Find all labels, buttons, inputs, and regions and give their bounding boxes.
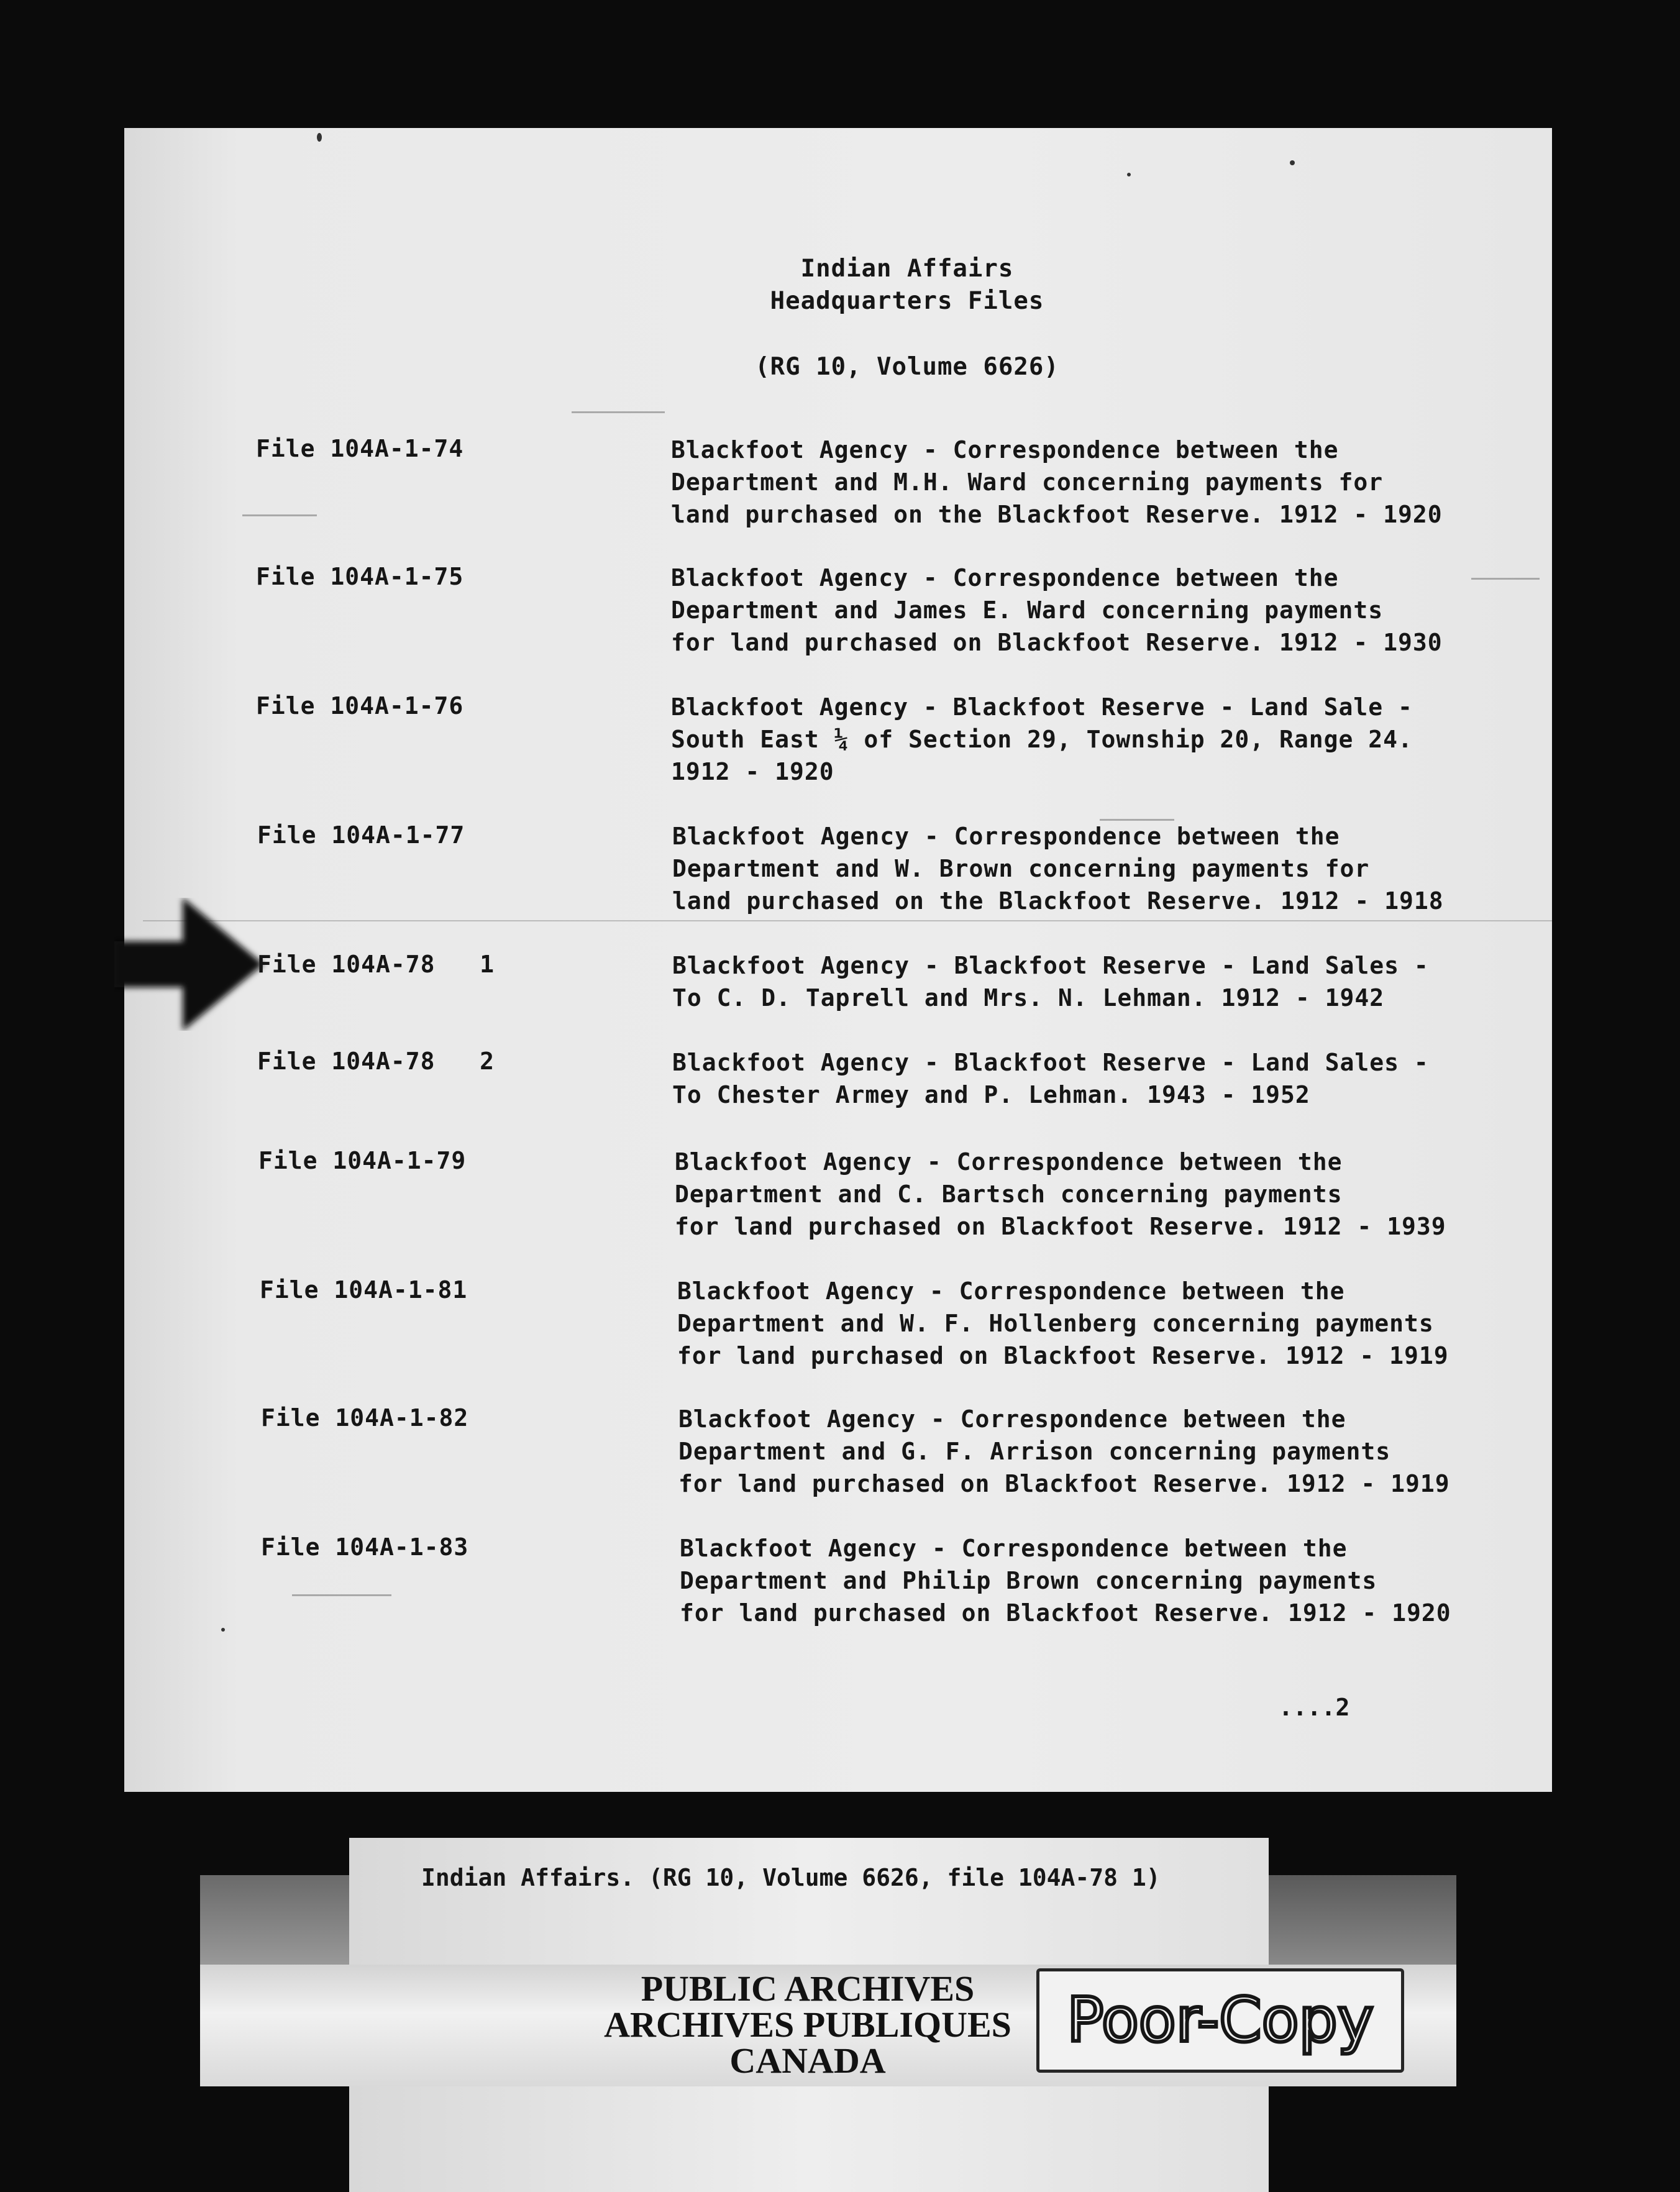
description-line: for land purchased on Blackfoot Reserve. 1912 - 1919	[678, 1470, 1450, 1497]
description-line: Department and C. Bartsch concerning payments	[675, 1180, 1343, 1208]
scan-speck	[317, 133, 322, 142]
description-line: Department and W. F. Hollenberg concerning payments	[677, 1310, 1434, 1337]
scan-speck	[221, 1628, 225, 1632]
description-line: Blackfoot Agency - Correspondence between the	[672, 823, 1340, 850]
scan-mark	[1471, 578, 1540, 580]
right-arrow-icon	[114, 898, 270, 1031]
description-line: for land purchased on Blackfoot Reserve. 1912 - 1939	[675, 1213, 1446, 1240]
file-description	[672, 820, 1444, 917]
archives-logo	[578, 1968, 1038, 2081]
scan-mark	[572, 411, 665, 413]
file-description	[677, 1275, 1449, 1372]
description-line: Department and G. F. Arrison concerning payments	[678, 1438, 1391, 1465]
description-line: Blackfoot Agency - Blackfoot Reserve - Land Sales -	[672, 952, 1429, 979]
description-line: Blackfoot Agency - Correspondence between the	[671, 436, 1339, 464]
file-number: File 104A-1-82	[261, 1404, 469, 1432]
file-number: File 104A-1-81	[260, 1276, 468, 1304]
description-line: 1912 - 1920	[671, 758, 834, 785]
description-line: Blackfoot Agency - Correspondence between the	[678, 1405, 1346, 1433]
header-subtitle: Headquarters Files	[770, 287, 1044, 315]
file-description	[680, 1532, 1451, 1629]
scan-mark	[242, 514, 317, 516]
file-number: File 104A-78 2	[257, 1048, 495, 1075]
description-line: To Chester Armey and P. Lehman. 1943 - 1952	[672, 1081, 1310, 1108]
header-title: Indian Affairs	[800, 255, 1014, 283]
file-description	[671, 691, 1413, 788]
file-number: File 104A-78 1	[257, 951, 495, 978]
file-description	[672, 949, 1429, 1014]
file-description	[671, 562, 1443, 659]
description-line: land purchased on the Blackfoot Reserve. 1912 - 1920	[671, 501, 1443, 528]
file-description	[672, 1046, 1429, 1111]
description-line: for land purchased on Blackfoot Reserve. 1912 - 1919	[677, 1342, 1449, 1369]
header-volume: (RG 10, Volume 6626)	[755, 353, 1059, 381]
description-line: To C. D. Taprell and Mrs. N. Lehman. 1912 - 1942	[672, 984, 1385, 1012]
description-line: Blackfoot Agency - Correspondence between the	[680, 1535, 1348, 1562]
file-number: File 104A-1-79	[258, 1147, 467, 1174]
description-line: Blackfoot Agency - Correspondence between the	[675, 1148, 1343, 1176]
description-line: Blackfoot Agency - Blackfoot Reserve - Land Sale -	[671, 693, 1413, 721]
archives-logo-line: CANADA	[729, 2040, 886, 2081]
archives-logo-line: PUBLIC ARCHIVES	[641, 1968, 975, 2009]
description-line: Department and M.H. Ward concerning payments for	[671, 468, 1384, 496]
file-number: File 104A-1-75	[256, 563, 464, 590]
file-number: File 104A-1-77	[257, 821, 465, 849]
page-continuation: ....2	[1279, 1694, 1350, 1721]
file-number: File 104A-1-74	[256, 435, 464, 462]
description-line: Department and James E. Ward concerning payments	[671, 596, 1384, 624]
quality-stamp	[1036, 1968, 1404, 2073]
description-line: Blackfoot Agency - Correspondence between the	[677, 1277, 1345, 1305]
description-line: Department and Philip Brown concerning payments	[680, 1567, 1377, 1594]
page-fold-line	[143, 920, 1552, 921]
description-line: Blackfoot Agency - Correspondence between the	[671, 564, 1339, 591]
quality-stamp-text: Poor-Copy	[1067, 1985, 1374, 2056]
description-line: Department and W. Brown concerning payments for	[672, 855, 1370, 882]
handwritten-stamp-text	[1046, 1974, 1394, 2067]
description-line: land purchased on the Blackfoot Reserve. 1912 - 1918	[672, 887, 1444, 915]
file-description	[675, 1146, 1446, 1243]
file-description	[678, 1403, 1450, 1500]
description-line: for land purchased on Blackfoot Reserve. 1912 - 1920	[680, 1599, 1451, 1627]
file-description	[671, 434, 1443, 531]
description-line: South East ¼ of Section 29, Township 20, Range 24.	[671, 726, 1413, 753]
file-number: File 104A-1-83	[261, 1533, 469, 1561]
scan-speck	[1290, 160, 1295, 165]
description-line: for land purchased on Blackfoot Reserve. 1912 - 1930	[671, 629, 1443, 656]
scan-mark	[292, 1594, 391, 1596]
archives-logo-line: ARCHIVES PUBLIQUES	[604, 2004, 1011, 2045]
scan-speck	[1127, 173, 1131, 176]
reference-label: Indian Affairs. (RG 10, Volume 6626, file 104A-78 1)	[421, 1864, 1161, 1891]
file-number: File 104A-1-76	[256, 692, 464, 719]
description-line: Blackfoot Agency - Blackfoot Reserve - Land Sales -	[672, 1049, 1429, 1076]
